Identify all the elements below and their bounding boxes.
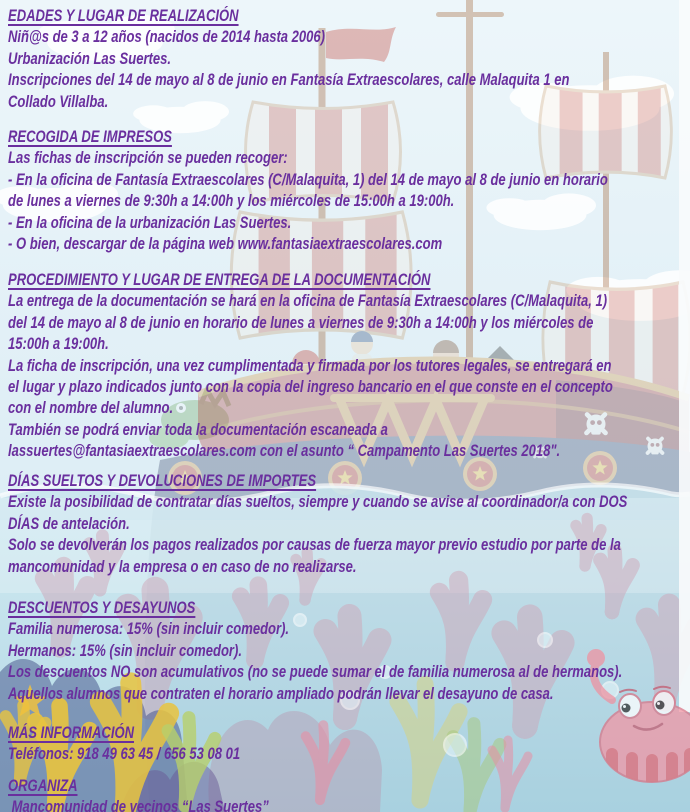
section-heading: PROCEDIMIENTO Y LUGAR DE ENTREGA DE LA DOCUMENTACIÓN <box>8 271 431 289</box>
text-line: - O bien, descargar de la página web www.fantasiaextraescolares.com <box>8 235 443 254</box>
text-line: 15:00h a 19:00h. <box>8 335 109 354</box>
text-line: de lunes a viernes de 9:30h a 14:00h y los miércoles de 15:00h a 19:00h. <box>8 192 455 211</box>
text-line: lassuertes@fantasiaextraescolares.com con el asunto “ Campamento Las Suertes 2018". <box>8 442 561 461</box>
text-line: Existe la posibilidad de contratar días sueltos, siempre y cuando se avise al coordinador/a con DOS <box>8 493 628 512</box>
section-body <box>8 797 687 812</box>
text-line: DÍAS de antelación. <box>8 514 130 533</box>
text-line: Los descuentos NO son acumulativos (no se puede sumar el de familia numerosa al de hermanos). <box>8 663 623 682</box>
text-line: Familia numerosa: 15% (sin incluir comedor). <box>8 620 290 639</box>
text-line: La entrega de la documentación se hará en la oficina de Fantasía Extraescolares (C/Malaquita, 1) <box>8 292 608 311</box>
section-edades-y-lugar <box>8 6 687 113</box>
text-line: La ficha de inscripción, una vez cumplimentada y firmada por los tutores legales, se entregará en <box>8 356 612 375</box>
text-line: del 14 de mayo al 8 de junio en horario de lunes a viernes de 9:30h a 14:00h y los miércoles de <box>8 313 594 332</box>
section-heading: RECOGIDA DE IMPRESOS <box>8 128 172 146</box>
section-mas-informacion <box>8 723 687 766</box>
text-line: Las fichas de inscripción se pueden recoger: <box>8 149 288 168</box>
text-line: - En la oficina de la urbanización Las Suertes. <box>8 213 292 232</box>
text-line: Niñ@s de 3 a 12 años (nacidos de 2014 hasta 2006) <box>8 28 326 47</box>
section-procedimiento-entrega <box>8 270 687 463</box>
text-line: Collado Villalba. <box>8 92 109 111</box>
section-heading: DESCUENTOS Y DESAYUNOS <box>8 599 196 617</box>
section-organiza <box>8 776 687 812</box>
section-heading: MÁS INFORMACIÓN <box>8 724 135 742</box>
section-heading: DÍAS SUELTOS Y DEVOLUCIONES DE IMPORTES <box>8 472 317 490</box>
section-body <box>8 148 687 255</box>
section-descuentos-desayunos <box>8 598 687 705</box>
text-line: Teléfonos: 918 49 63 45 / 656 53 08 01 <box>8 745 241 764</box>
text-line: el lugar y plazo indicados junto con la copia del ingreso bancario en el que conste en el concepto <box>8 378 613 397</box>
section-heading: EDADES Y LUGAR DE REALIZACIÓN <box>8 7 239 25</box>
text-line: También se podrá enviar toda la documentación escaneada a <box>8 420 388 439</box>
text-line: mancomunidad y la empresa o en caso de no realizarse. <box>8 557 357 576</box>
section-body <box>8 744 687 765</box>
text-line: Solo se devolverán los pagos realizados por causas de fuerza mayor previo estudio por parte de la <box>8 536 621 555</box>
section-body <box>8 619 687 705</box>
text-line: - En la oficina de Fantasía Extraescolares (C/Malaquita, 1) del 14 de mayo al 8 de junio en horario <box>8 170 608 189</box>
section-dias-sueltos-devoluciones <box>8 471 687 578</box>
section-body <box>8 492 687 578</box>
section-body <box>8 27 687 113</box>
text-line: Inscripciones del 14 de mayo al 8 de junio en Fantasía Extraescolares, calle Malaquita 1 en <box>8 71 570 90</box>
text-line: Aquellos alumnos que contraten el horario ampliado podrán llevar el desayuno de casa. <box>8 684 554 703</box>
text-line: Hermanos: 15% (sin incluir comedor). <box>8 641 242 660</box>
section-body <box>8 291 687 462</box>
section-recogida-impresos <box>8 127 687 255</box>
text-line: Urbanización Las Suertes. <box>8 49 171 68</box>
text-line: con el nombre del alumno. <box>8 399 174 418</box>
section-heading: ORGANIZA <box>8 777 78 795</box>
text-line: Mancomunidad de vecinos “Las Suertes” <box>8 798 269 812</box>
